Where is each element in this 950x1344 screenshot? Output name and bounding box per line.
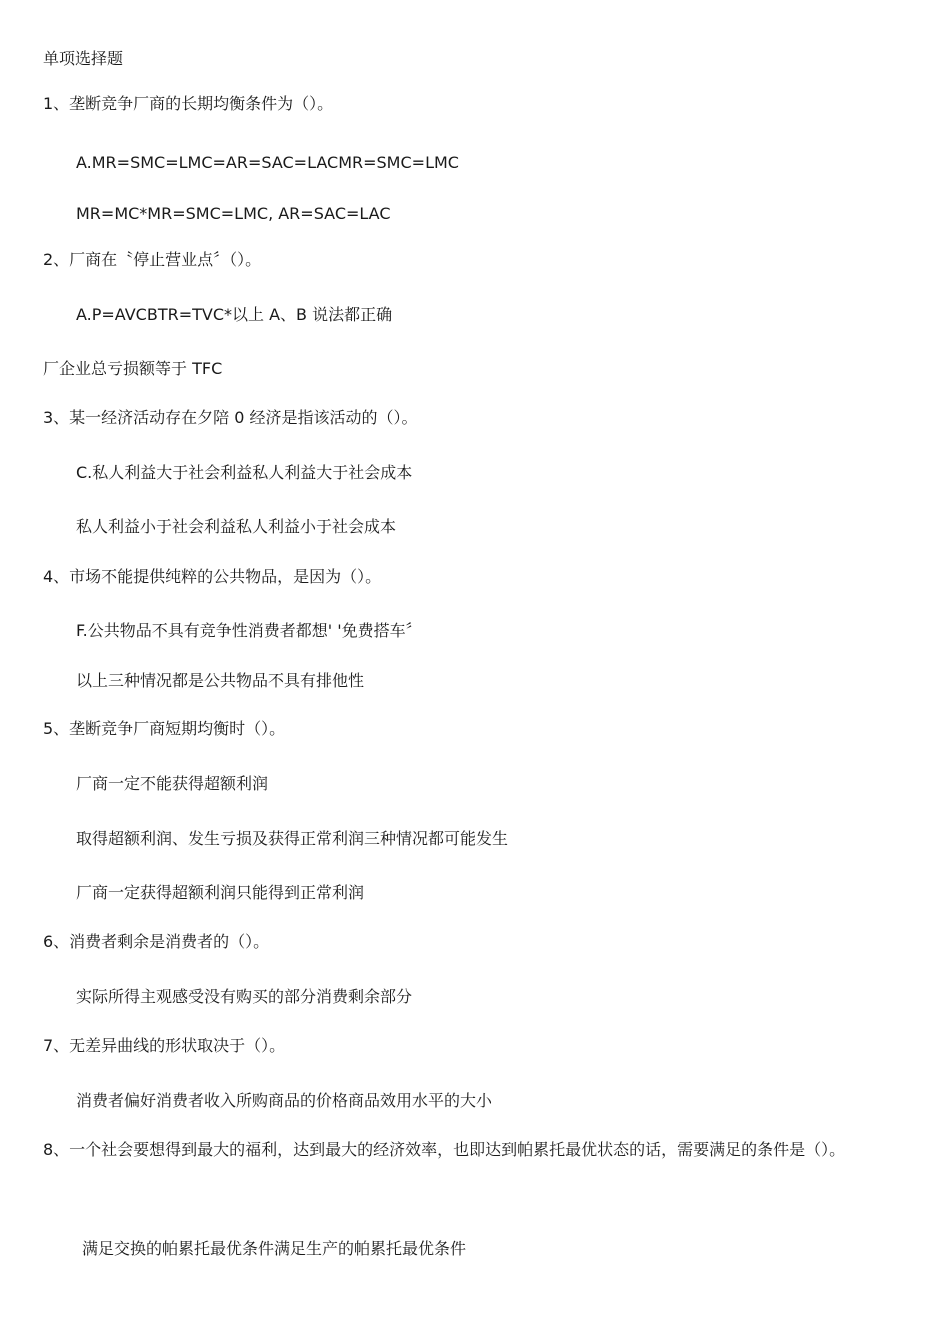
question-8: 8、一个社会要想得到最大的福利，达到最大的经济效率，也即达到帕累托最优状态的话，需要满足的条件是（）。: [43, 1140, 846, 1159]
question-7-options: 消费者偏好消费者收入所购商品的价格商品效用水平的大小: [76, 1091, 493, 1110]
question-8-options: 满足交换的帕累托最优条件满足生产的帕累托最优条件: [82, 1239, 467, 1258]
section-heading: 单项选择题: [43, 49, 124, 68]
question-4: 4、市场不能提供纯粹的公共物品，是因为（）。: [43, 567, 382, 586]
question-4-options-a: F.公共物品不具有竞争性消费者都想' '免费搭车〞: [76, 621, 422, 640]
question-1: 1、垄断竞争厂商的长期均衡条件为（）。: [43, 94, 334, 113]
question-2-option-extra: 厂企业总亏损额等于 TFC: [43, 359, 223, 378]
question-2: 2、厂商在〝停止营业点〞（）。: [43, 250, 262, 269]
question-3-options-a: C.私人利益大于社会利益私人利益大于社会成本: [76, 463, 413, 482]
question-5-option-a: 厂商一定不能获得超额利润: [76, 774, 269, 793]
question-7: 7、无差异曲线的形状取决于（）。: [43, 1036, 286, 1055]
question-6: 6、消费者剩余是消费者的（）。: [43, 932, 270, 951]
question-6-options: 实际所得主观感受没有购买的部分消费剩余部分: [76, 987, 413, 1006]
question-1-options-a: A.MR=SMC=LMC=AR=SAC=LACMR=SMC=LMC: [76, 153, 459, 172]
question-5-option-b: 取得超额利润、发生亏损及获得正常利润三种情况都可能发生: [76, 829, 509, 848]
question-3-options-b: 私人利益小于社会利益私人利益小于社会成本: [76, 517, 397, 536]
question-5: 5、垄断竞争厂商短期均衡时（）。: [43, 719, 286, 738]
question-2-options: A.P=AVCBTR=TVC*以上 A、B 说法都正确: [76, 305, 393, 324]
question-5-option-c: 厂商一定获得超额利润只能得到正常利润: [76, 883, 365, 902]
question-4-options-b: 以上三种情况都是公共物品不具有排他性: [76, 671, 365, 690]
question-3: 3、某一经济活动存在夕陪 0 经济是指该活动的（）。: [43, 408, 418, 427]
question-1-options-b: MR=MC*MR=SMC=LMC, AR=SAC=LAC: [76, 204, 391, 223]
